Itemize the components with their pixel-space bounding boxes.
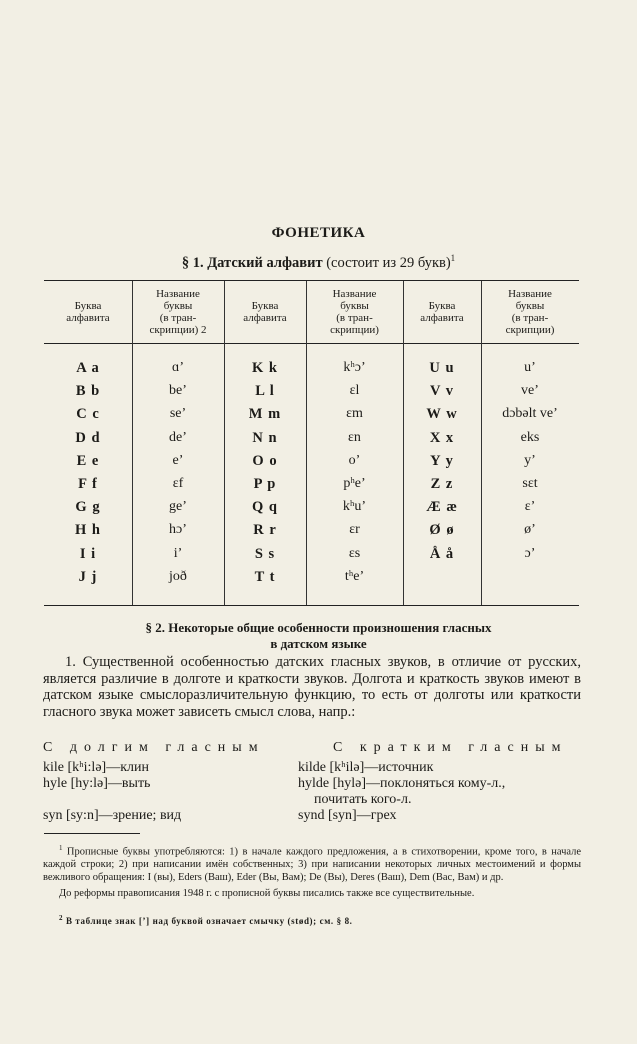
table-letter-cell: Ø ø (429, 522, 455, 539)
table-name-cell: ɛf (172, 476, 184, 491)
table-name-cell: joð (169, 568, 187, 584)
section-2-paragraph: 1. Существенной особенностью датских гласных звуков, в отличие от русских, является различие в долготе и краткости звуков. Долгота и краткость звуков имеют в датском языке смыслоразличительную функцию, то есть от долготы или краткости гласного звука может зависеть смысл слова, напр.: (43, 654, 581, 720)
footnote-2-mark: 2 (59, 914, 64, 922)
table-name-cell: o’ (348, 452, 361, 468)
example-short-3: synd [syn]—грех (298, 808, 397, 823)
column-header-name-2: Название буквы (в тран- скрипции) (330, 288, 379, 336)
table-name-cell (481, 566, 579, 588)
table-letter-cell: O o (252, 452, 278, 469)
column-header-name-3: Название буквы (в тран- скрипции) (505, 288, 555, 336)
section-1-title-bold: § 1. Датский алфавит (181, 254, 323, 271)
table-name-cell: u’ (524, 360, 536, 375)
table-letter-cell: B b (75, 383, 101, 400)
table-letter-cell: K k (252, 360, 278, 376)
table-letter-cell: D d (75, 429, 101, 446)
table-letter-cell: I i (79, 545, 97, 562)
table-name-cell: eks (520, 429, 540, 445)
section-1-title-rest: (состоит из 29 букв) (326, 254, 451, 271)
alphabet-table (44, 280, 579, 606)
table-name-cell: hɔ’ (169, 522, 187, 538)
footnote-2-text: В таблице знак [’] над буквой означает смычку (stød); см. § 8. (65, 916, 353, 926)
table-name-cell: pʰe’ (343, 476, 366, 491)
table-name-cell: ɛn (348, 429, 361, 445)
table-letter-cell (403, 566, 481, 588)
example-long-1: kile [kʰi:lə]—клин (43, 760, 149, 775)
table-letter-cell: H h (75, 522, 101, 539)
table-letter-cell: Æ æ (426, 499, 458, 516)
example-long-2: hyle [hy:lə]—выть (43, 776, 151, 791)
table-name-cell: ɛr (349, 522, 360, 538)
table-name-cell: ɛs (348, 545, 361, 561)
table-letter-cell: U u (429, 360, 455, 376)
footnote-1-text: Прописные буквы употребляются: 1) в начале каждого предложения, а в стихотворении, кроме того, в начале каждой строки; 2) при написании имён собственных; 3) при написании некоторых личных местоимений и формы вежливого обращения: I (вы), Eders (Ваш), Eder (Вы, Вам); De (Вы), Deres (Ваш), Dem (Вас, Вам) и др. (43, 846, 582, 883)
footnote-rule (44, 833, 140, 834)
table-letter-cell: Å å (429, 545, 455, 562)
table-name-cell: ɛ’ (524, 499, 536, 515)
section-2-title: § 2. Некоторые общие особенности произношения гласных в датском языке (145, 620, 492, 651)
table-letter-cell: P p (253, 476, 277, 492)
example-short-2: hylde [hylə]—поклоняться кому-л., (298, 776, 506, 791)
table-letter-cell: G g (75, 499, 101, 516)
column-header-letter-2: Буква алфавита (243, 300, 287, 324)
footnote-1-continued: До реформы правописания 1948 г. с прописной буквы писались также все существительные. (59, 888, 475, 899)
table-name-cell: y’ (524, 452, 536, 468)
table-name-cell: de’ (169, 429, 187, 445)
table-letter-cell: L l (255, 383, 275, 400)
table-name-cell: ø’ (524, 522, 536, 538)
table-letter-cell: E e (76, 452, 100, 469)
example-short-1: kilde [kʰilə]—источник (298, 760, 434, 775)
section-1-title (0, 253, 637, 272)
table-name-cell: be’ (169, 383, 187, 399)
table-name-cell: e’ (172, 452, 184, 468)
table-name-cell: ɑ’ (172, 360, 184, 375)
footnote-1-mark: 1 (59, 844, 63, 852)
table-name-cell: kʰu’ (342, 499, 367, 515)
table-name-cell: ɔ’ (524, 545, 536, 561)
column-header-letter-1: Буква алфавита (66, 300, 110, 324)
example-long-3: syn [sy:n]—зрение; вид (43, 808, 182, 823)
table-name-cell: ge’ (169, 499, 187, 515)
column-header-name-1: Название буквы (в тран- скрипции) 2 (149, 288, 207, 336)
example-short-2-cont: почитать кого-л. (314, 792, 412, 807)
table-letter-cell: W w (426, 406, 458, 423)
table-letter-cell: F f (78, 476, 98, 492)
table-letter-cell: M m (248, 406, 282, 423)
examples-long-vowel-heading: С долгим гласным (43, 740, 265, 755)
table-letter-cell: Y y (430, 452, 454, 469)
column-header-letter-3: Буква алфавита (420, 300, 464, 324)
footnote-1 (43, 842, 581, 884)
table-name-cell: i’ (173, 545, 183, 561)
table-letter-cell: Z z (430, 476, 454, 492)
page-heading: ФОНЕТИКА (271, 225, 366, 241)
table-letter-cell: X x (429, 429, 455, 446)
footnote-2 (43, 912, 581, 928)
table-name-cell: dɔbəlt ve’ (502, 406, 558, 422)
table-name-cell: ɛm (346, 406, 363, 422)
table-name-cell: tʰe’ (344, 568, 365, 584)
table-letter-cell: C c (76, 406, 100, 423)
table-letter-cell: Q q (252, 499, 278, 516)
table-name-cell: sɛt (522, 476, 538, 491)
table-name-cell: ve’ (521, 383, 539, 399)
table-name-cell: ɛl (349, 383, 360, 399)
table-letter-cell: J j (78, 568, 98, 585)
table-letter-cell: V v (429, 383, 455, 400)
table-letter-cell: T t (254, 568, 276, 585)
table-letter-cell: R r (253, 522, 277, 539)
examples-short-vowel-heading: С кратким гласным (333, 740, 568, 755)
table-letter-cell: A a (76, 360, 100, 376)
footnote-mark-1: 1 (450, 253, 456, 263)
table-name-cell: kʰɔ’ (343, 360, 366, 375)
table-letter-cell: N n (252, 429, 278, 446)
table-letter-cell: S s (254, 545, 276, 562)
table-name-cell: se’ (169, 406, 187, 422)
